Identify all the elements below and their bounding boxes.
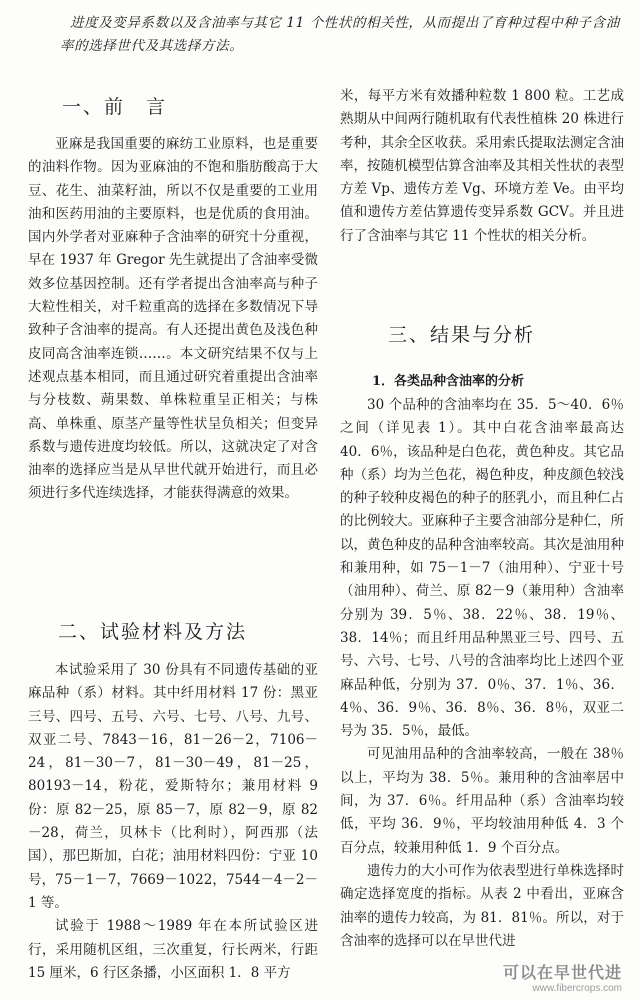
section-3-paragraph-3: 遗传力的大小可作为依表型进行单株选择时确定选择宽度的指标。从表 2 中看出，亚麻含油率的遗传力较高，为 81．81％。所以，对于含油率的选择可以在早世代进 bbox=[340, 862, 624, 949]
section-2-paragraph-1: 本试验采用了 30 份具有不同遗传基础的亚麻品种（系）材料。其中纤用材料 17 份：黑亚三号、四号、五号、六号、七号、八号、九号、双亚二号、7843－16，81－26－2，7106－24，81－30－7，81－30－49，81－25，80193－14，粉花，爱斯特尔；兼用材料 9 份：原 82－25，原 85－7，原 82－9，原 82－28，荷兰，贝林卡（比利时），阿西那（法国），那巴斯加，白花；油用材料四份：宁亚 10 号，75－1－7，7669－1022，7544－4－2－1 等。 bbox=[28, 662, 318, 911]
section-2-paragraph-2-start: 试验于 1988～1989 年在本所试验区进行，采用随机区组，三次重复，行长两米，行距 15 厘米，6 行区条播，小区面积 1．8 平方 bbox=[28, 918, 318, 981]
section-3-body bbox=[340, 394, 624, 953]
watermark-url: www.fibercrops.com bbox=[532, 983, 622, 994]
watermark-text: 可以在早世代进 bbox=[502, 965, 622, 982]
section-2-body bbox=[28, 659, 318, 985]
section-2-paragraph-2-end: 米，每平方米有效播种粒数 1 800 粒。工艺成熟期从中间两行随机取有代表性植株 20 株进行考种，其余全区收获。采用索氏提取法测定含油率，按随机模型估算含油率及其相关性状的表型方差 Vp、遗传方差 Vg、环境方差 Ve。由平均值和遗传方差估算遗传变异系数 GCV。并且进行了含油率与其它 11 个性状的相关分析。 bbox=[340, 88, 624, 244]
section-3-subtitle: 1．各类品种含油率的分析 bbox=[372, 374, 525, 389]
section-3-paragraph-1: 30 个品种的含油率均在 35．5～40．6％之间（详见表 1）。其中白花含油率最高达 40．6％，该品种是白色花，黄色种皮。其它品种（系）均为兰色花，褐色种皮，种皮颜色较浅的种子较种皮褐色的种子的胚乳小，而且种仁占的比例较大。亚麻种子主要含油部分是种仁，所以，黄色种皮的品种含油率较高。其次是油用种和兼用种，如 75－1－7（油用种）、宁亚十号（油用种）、荷兰、原 82－9（兼用种）含油率分别为 39．5％、38．22％、38．19％、38．14％；而且纤用品种黑亚三号、四号、五号、六号、七号、八号的含油率均比上述四个亚麻品种低，分别为 37．0％、37．1％、36．4％、36．9％、36．8％、36．8％，双亚二号为 35．5％，最低。 bbox=[340, 397, 624, 740]
section-2-title: 二、试验材料及方法 bbox=[58, 621, 248, 643]
watermark bbox=[503, 960, 622, 994]
section-3-paragraph-2: 可见油用品种的含油率较高，一般在 38％以上，平均为 38．5％。兼用种的含油率居中间，为 37．6％。纤用品种（系）含油率均较低，平均 36．9％，平均较油用种低 4．3 个百分点，较兼用种低 1．9 个百分点。 bbox=[340, 746, 624, 856]
section-2-continued bbox=[340, 85, 624, 248]
section-3-title: 三、结果与分析 bbox=[388, 324, 536, 346]
intro-text: 进度及变异系数以及含油率与其它 11 个性状的相关性，从而提出了育种过程中种子含油率的选择世代及其选择方法。 bbox=[60, 15, 620, 54]
section-1-title: 一、前 言 bbox=[62, 96, 168, 118]
section-1-body bbox=[28, 133, 318, 506]
section-1-paragraph: 亚麻是我国重要的麻纺工业原料，也是重要的油料作物。因为亚麻油的不饱和脂肪酸高于大豆、花生、油菜籽油，所以不仅是重要的工业用油和医药用油的主要原料，也是优质的食用油。国内外学者对亚麻种子含油率的研究十分重视，早在 1937 年 Gregor 先生就提出了含油率受微效多位基因控制。还有学者提出含油率高与种子大粒性相关，对千粒重高的选择在多数情况下导致种子含油率的提高。有人还提出黄色及浅色种皮同高含油率连锁……。本文研究结果不仅与上述观点基本相同，而且通过研究着重提出含油率与分枝数、蒴果数、单株粒重呈正相关；与株高、单株重、原茎产量等性状呈负相关；但变异系数与遗传进度均较低。所以，这就决定了对含油率的选择应当是从早世代就开始进行，而且必须进行多代连续选择，才能获得满意的效果。 bbox=[28, 136, 318, 502]
